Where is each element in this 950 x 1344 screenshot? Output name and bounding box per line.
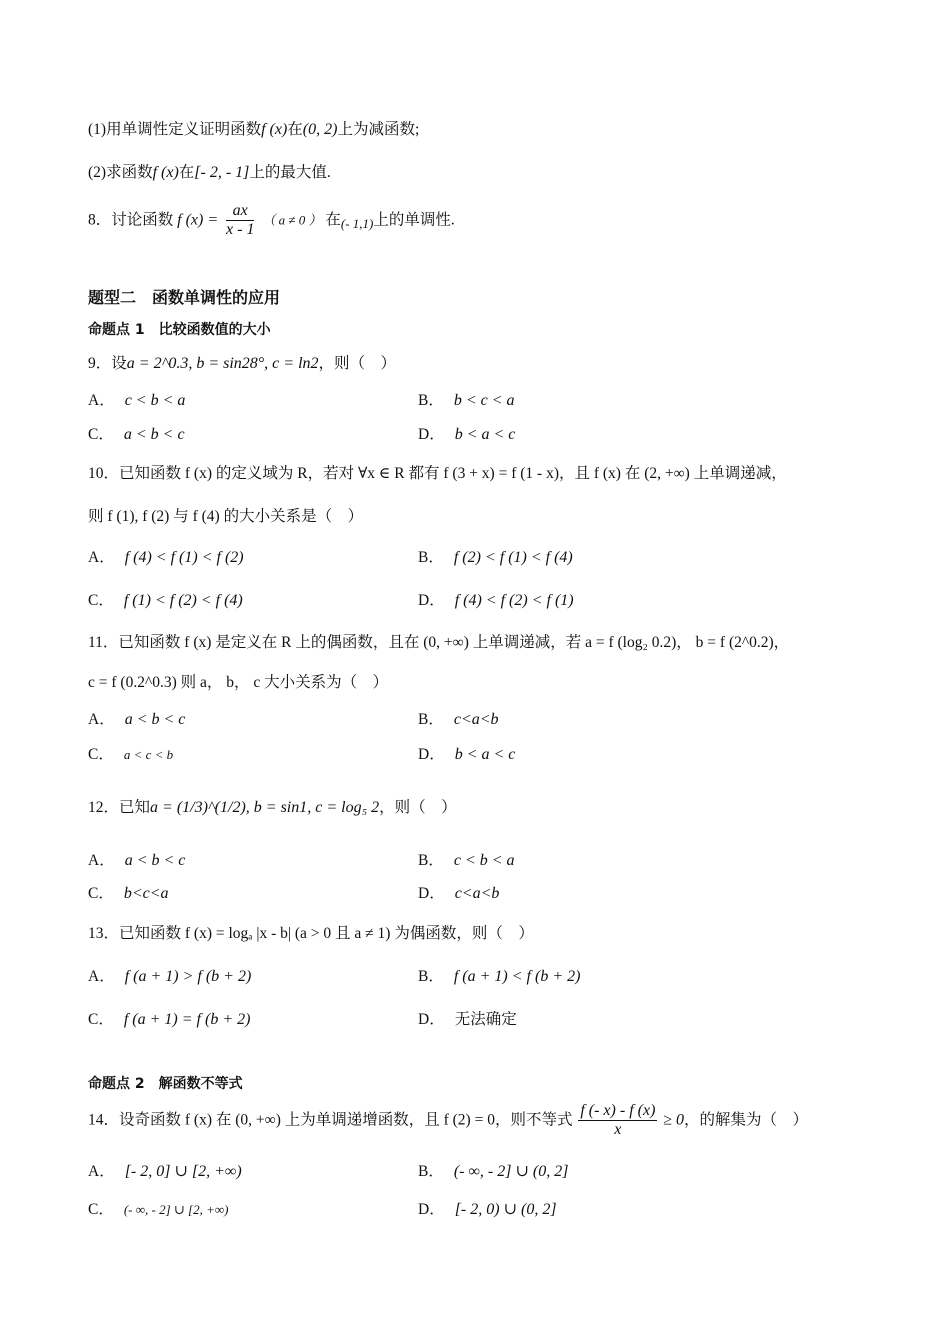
question-12-option-a[interactable] bbox=[88, 851, 185, 871]
option-label: A． bbox=[88, 1163, 115, 1180]
subquestion-1-interval: (0, 2) bbox=[302, 121, 338, 138]
question-13-option-b[interactable] bbox=[418, 967, 580, 987]
question-14-option-b[interactable] bbox=[418, 1162, 568, 1182]
question-10-option-d[interactable] bbox=[418, 591, 574, 611]
question-14-suffix: ，的解集为（ ） bbox=[684, 1111, 809, 1129]
question-8-suffix: 上的单调性. bbox=[373, 211, 455, 229]
option-text: a < b < c bbox=[123, 426, 185, 443]
option-label: C． bbox=[88, 426, 114, 443]
question-14-prefix: 14．设奇函数 f (x) 在 (0, +∞) 上为单调递增函数，且 f (2) = 0，则不等式 bbox=[88, 1111, 573, 1129]
option-label: C． bbox=[88, 746, 114, 763]
option-label: D． bbox=[418, 592, 445, 609]
option-text: 无法确定 bbox=[454, 1011, 517, 1028]
option-text: f (a + 1) = f (b + 2) bbox=[123, 1011, 251, 1028]
subquestion-1 bbox=[88, 120, 419, 140]
option-label: D． bbox=[418, 1011, 445, 1028]
question-12 bbox=[88, 798, 457, 818]
option-text: [- 2, 0] ∪ [2, +∞) bbox=[124, 1163, 242, 1180]
option-label: C． bbox=[88, 1011, 114, 1028]
question-9-option-a[interactable] bbox=[88, 391, 185, 411]
question-11-option-d[interactable] bbox=[418, 745, 515, 765]
subquestion-2-interval: [- 2, - 1] bbox=[194, 164, 250, 181]
question-10-line-1: 10．已知函数 f (x) 的定义域为 R，若对 ∀x ∈ R 都有 f (3 + x) = f (1 - x)，且 f (x) 在 (2, +∞) 上单调递减， bbox=[88, 465, 787, 482]
option-label: B． bbox=[418, 852, 444, 869]
question-14-option-a[interactable] bbox=[88, 1162, 242, 1182]
subquestion-2-suffix: 上的最大值. bbox=[249, 164, 331, 181]
option-label: B． bbox=[418, 711, 444, 728]
option-label: C． bbox=[88, 592, 114, 609]
section-title: 题型二 函数单调性的应用 bbox=[88, 288, 281, 307]
question-12-math: a = (1/3)^(1/2), b = sin1, c = log₅ 2 bbox=[150, 799, 380, 816]
option-label: A． bbox=[88, 852, 115, 869]
question-14-option-d[interactable] bbox=[418, 1200, 557, 1220]
option-label: D． bbox=[418, 885, 445, 902]
question-8-denominator: x - 1 bbox=[226, 221, 255, 238]
subquestion-2-mid: 在 bbox=[178, 164, 195, 181]
option-label: C． bbox=[88, 885, 114, 902]
question-10-line-2: 则 f (1), f (2) 与 f (4) 的大小关系是（ ） bbox=[88, 508, 364, 525]
option-label: A． bbox=[88, 711, 115, 728]
question-8-mid: 在 bbox=[325, 211, 341, 229]
question-8-condition: （ a ≠ 0 ） bbox=[262, 212, 322, 228]
question-13-option-a[interactable] bbox=[88, 967, 251, 987]
question-12-option-c[interactable] bbox=[88, 884, 169, 904]
option-text: b<c<a bbox=[123, 885, 169, 902]
option-text: a < b < c bbox=[124, 711, 186, 728]
option-text: (- ∞, - 2] ∪ (0, 2] bbox=[453, 1163, 569, 1180]
subquestion-1-text: (1)用单调性定义证明函数 bbox=[88, 121, 262, 138]
question-8-func: f (x) = bbox=[177, 211, 219, 229]
question-8-numerator: ax bbox=[226, 202, 254, 221]
question-11-option-c[interactable] bbox=[88, 745, 173, 765]
option-text: b < c < a bbox=[453, 392, 515, 409]
question-13-option-d[interactable] bbox=[418, 1010, 517, 1030]
question-11-line-1: 11．已知函数 f (x) 是定义在 R 上的偶函数，且在 (0, +∞) 上单调递减，若 a = f (log₂ 0.2)， b = f (2^0.2)， bbox=[88, 634, 790, 651]
option-label: B． bbox=[418, 549, 444, 566]
question-8-text: 8．讨论函数 bbox=[88, 211, 174, 229]
question-8-fraction bbox=[226, 202, 254, 239]
question-9-option-d[interactable] bbox=[418, 425, 515, 445]
option-label: A． bbox=[88, 392, 115, 409]
question-9-math: a = 2^0.3, b = sin28°, c = ln2 bbox=[126, 355, 319, 372]
subquestion-2-func: f (x) bbox=[152, 164, 179, 181]
question-12-prefix: 12．已知 bbox=[88, 799, 151, 816]
option-label: A． bbox=[88, 968, 115, 985]
option-label: A． bbox=[88, 549, 115, 566]
question-14-denominator: x bbox=[614, 1121, 622, 1138]
question-14 bbox=[88, 1102, 808, 1139]
option-text: f (a + 1) < f (b + 2) bbox=[453, 968, 581, 985]
subquestion-1-mid: 在 bbox=[287, 121, 303, 138]
question-10-option-c[interactable] bbox=[88, 591, 243, 611]
option-text: f (a + 1) > f (b + 2) bbox=[124, 968, 252, 985]
option-label: C． bbox=[88, 1201, 114, 1218]
option-text: f (1) < f (2) < f (4) bbox=[123, 592, 243, 609]
question-9-option-c[interactable] bbox=[88, 425, 185, 445]
question-11-option-a[interactable] bbox=[88, 710, 185, 730]
option-label: D． bbox=[418, 746, 445, 763]
option-text: [- 2, 0) ∪ (0, 2] bbox=[454, 1201, 557, 1218]
subsection-title-1: 命题点 1 比较函数值的大小 bbox=[88, 322, 271, 338]
subquestion-2 bbox=[88, 163, 331, 183]
question-9-option-b[interactable] bbox=[418, 391, 515, 411]
option-text: (- ∞, - 2] ∪ [2, +∞) bbox=[123, 1202, 229, 1217]
option-text: c < b < a bbox=[124, 392, 186, 409]
subquestion-1-func: f (x) bbox=[261, 121, 288, 138]
subquestion-2-text: (2)求函数 bbox=[88, 164, 153, 181]
question-14-fraction bbox=[578, 1102, 657, 1139]
question-10-option-a[interactable] bbox=[88, 548, 244, 568]
question-9-suffix: ，则（ ） bbox=[318, 355, 397, 372]
question-9 bbox=[88, 354, 396, 374]
option-label: D． bbox=[418, 1201, 445, 1218]
question-14-ineq: ≥ 0 bbox=[663, 1111, 685, 1129]
option-text: a < b < c bbox=[124, 852, 186, 869]
option-text: f (4) < f (1) < f (2) bbox=[124, 549, 244, 566]
subsection-title-2: 命题点 2 解函数不等式 bbox=[88, 1076, 243, 1092]
question-9-prefix: 9．设 bbox=[88, 355, 127, 372]
question-12-suffix: ，则（ ） bbox=[379, 799, 457, 816]
question-10-option-b[interactable] bbox=[418, 548, 573, 568]
option-text: c<a<b bbox=[453, 711, 499, 728]
option-text: f (2) < f (1) < f (4) bbox=[453, 549, 573, 566]
question-13-option-c[interactable] bbox=[88, 1010, 250, 1030]
question-12-option-d[interactable] bbox=[418, 884, 499, 904]
subquestion-1-suffix: 上为减函数; bbox=[337, 121, 420, 138]
question-14-numerator: f (- x) - f (x) bbox=[580, 1102, 656, 1119]
option-label: D． bbox=[418, 426, 445, 443]
option-text: c<a<b bbox=[454, 885, 500, 902]
question-13: 13．已知函数 f (x) = logₐ |x - b| (a > 0 且 a ≠ 1) 为偶函数，则（ ） bbox=[88, 925, 534, 942]
option-text: a < c < b bbox=[123, 747, 174, 762]
question-12-option-b[interactable] bbox=[418, 851, 515, 871]
option-label: B． bbox=[418, 968, 444, 985]
question-8 bbox=[88, 202, 455, 239]
question-14-option-c[interactable] bbox=[88, 1200, 228, 1220]
option-text: b < a < c bbox=[454, 426, 516, 443]
option-text: c < b < a bbox=[453, 852, 515, 869]
question-11-option-b[interactable] bbox=[418, 710, 499, 730]
option-label: B． bbox=[418, 392, 444, 409]
option-text: f (4) < f (2) < f (1) bbox=[454, 592, 574, 609]
option-label: B． bbox=[418, 1163, 444, 1180]
question-11-line-2: c = f (0.2^0.3) 则 a， b， c 大小关系为（ ） bbox=[88, 674, 389, 691]
option-text: b < a < c bbox=[454, 746, 516, 763]
question-8-interval: (- 1,1) bbox=[340, 216, 374, 232]
